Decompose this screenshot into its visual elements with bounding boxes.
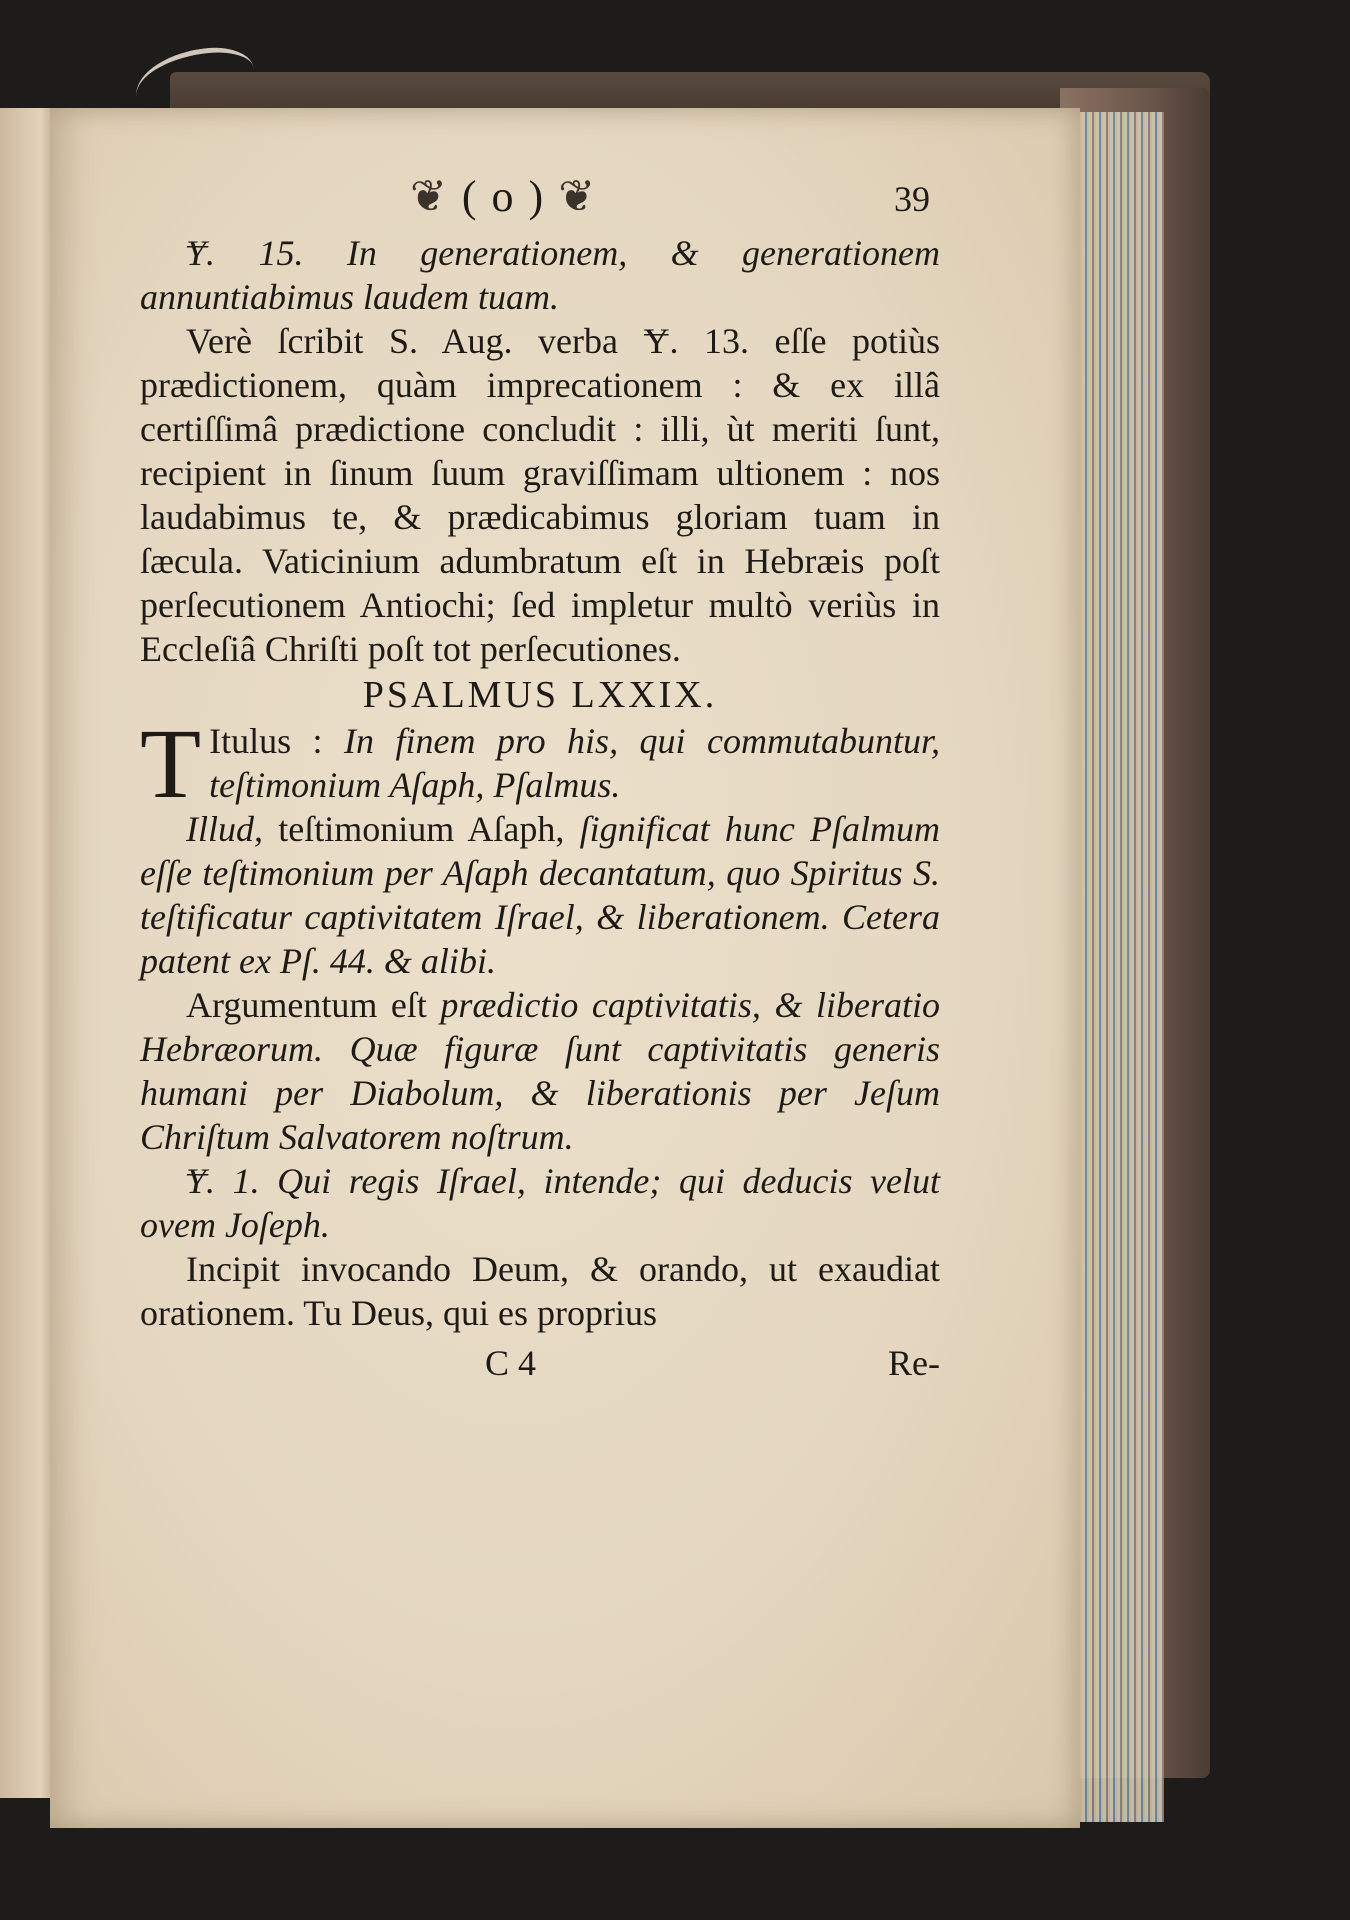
ornament-right-icon: ❦ (558, 172, 598, 221)
titulus-label: Itulus : (209, 721, 323, 761)
psalm-titulus (140, 708, 940, 819)
psalm-title: PSALMUS LXXIX. (362, 674, 718, 716)
page-number: 39 (894, 179, 930, 219)
verse-15: Ɏ. 15. In generationem, & generationem annuntiabimus laudem tuam. (140, 233, 940, 317)
illud-italic: ſignificat hunc Pſalmum eſſe teſtimonium per Aſaph decantatum, quo Spiritus S. teſtificatur captivitatem Iſrael, & liberationem. Cetera patent ex Pſ. 44. & alibi. (140, 809, 941, 981)
argumentum-roman: Argumentum eſt (186, 985, 427, 1025)
commentary-paragraph: Verè ſcribit S. Aug. verba Ɏ. 13. eſſe potiùs prædictionem, quàm imprecationem : & ex illâ certiſſimâ prædictione concludit : illi, ùt meriti ſunt, recipient in ſinum ſuum graviſſimam ultionem : nos laudabimus te, & prædicabimus gloriam tuam in ſæcula. Vaticinium adumbratum eſt in Hebræis poſt perſecutionem Antiochi; ſed impletur multò veriùs in Eccleſiâ Chriſti poſt tot perſecutiones. (140, 321, 940, 669)
header-ornament (410, 172, 598, 221)
catchword: Re- (888, 1343, 940, 1383)
illud-roman: teſtimonium Aſaph, (278, 809, 565, 849)
ornament-center: ( o ) (461, 172, 546, 221)
running-header (140, 172, 940, 231)
drop-cap: T (140, 708, 202, 819)
ornament-left-icon: ❦ (410, 172, 449, 221)
illud-label: Illud, (186, 809, 263, 849)
incipit-paragraph: Incipit invocando Deum, & orando, ut exaudiat orationem. Tu Deus, qui es proprius (140, 1249, 940, 1333)
titulus-text: In finem pro his, qui commutabuntur, teſtimonium Aſaph, Pſalmus. (209, 721, 940, 805)
argumentum-italic: prædictio captivitatis, & liberatio Hebræorum. Quæ figuræ ſunt captivitatis generis humani per Diabolum, & liberationis per Jeſum Chriſtum Salvatorem noſtrum. (140, 985, 940, 1157)
verse-1: Ɏ. 1. Qui regis Iſrael, intende; qui deducis velut ovem Joſeph. (140, 1161, 940, 1245)
signature-mark: C 4 (485, 1343, 537, 1383)
page-block-edges (1068, 112, 1164, 1822)
argumentum-paragraph (140, 983, 940, 1159)
page-footer (140, 1341, 940, 1391)
illud-paragraph (140, 807, 940, 983)
page-text (140, 172, 941, 1391)
